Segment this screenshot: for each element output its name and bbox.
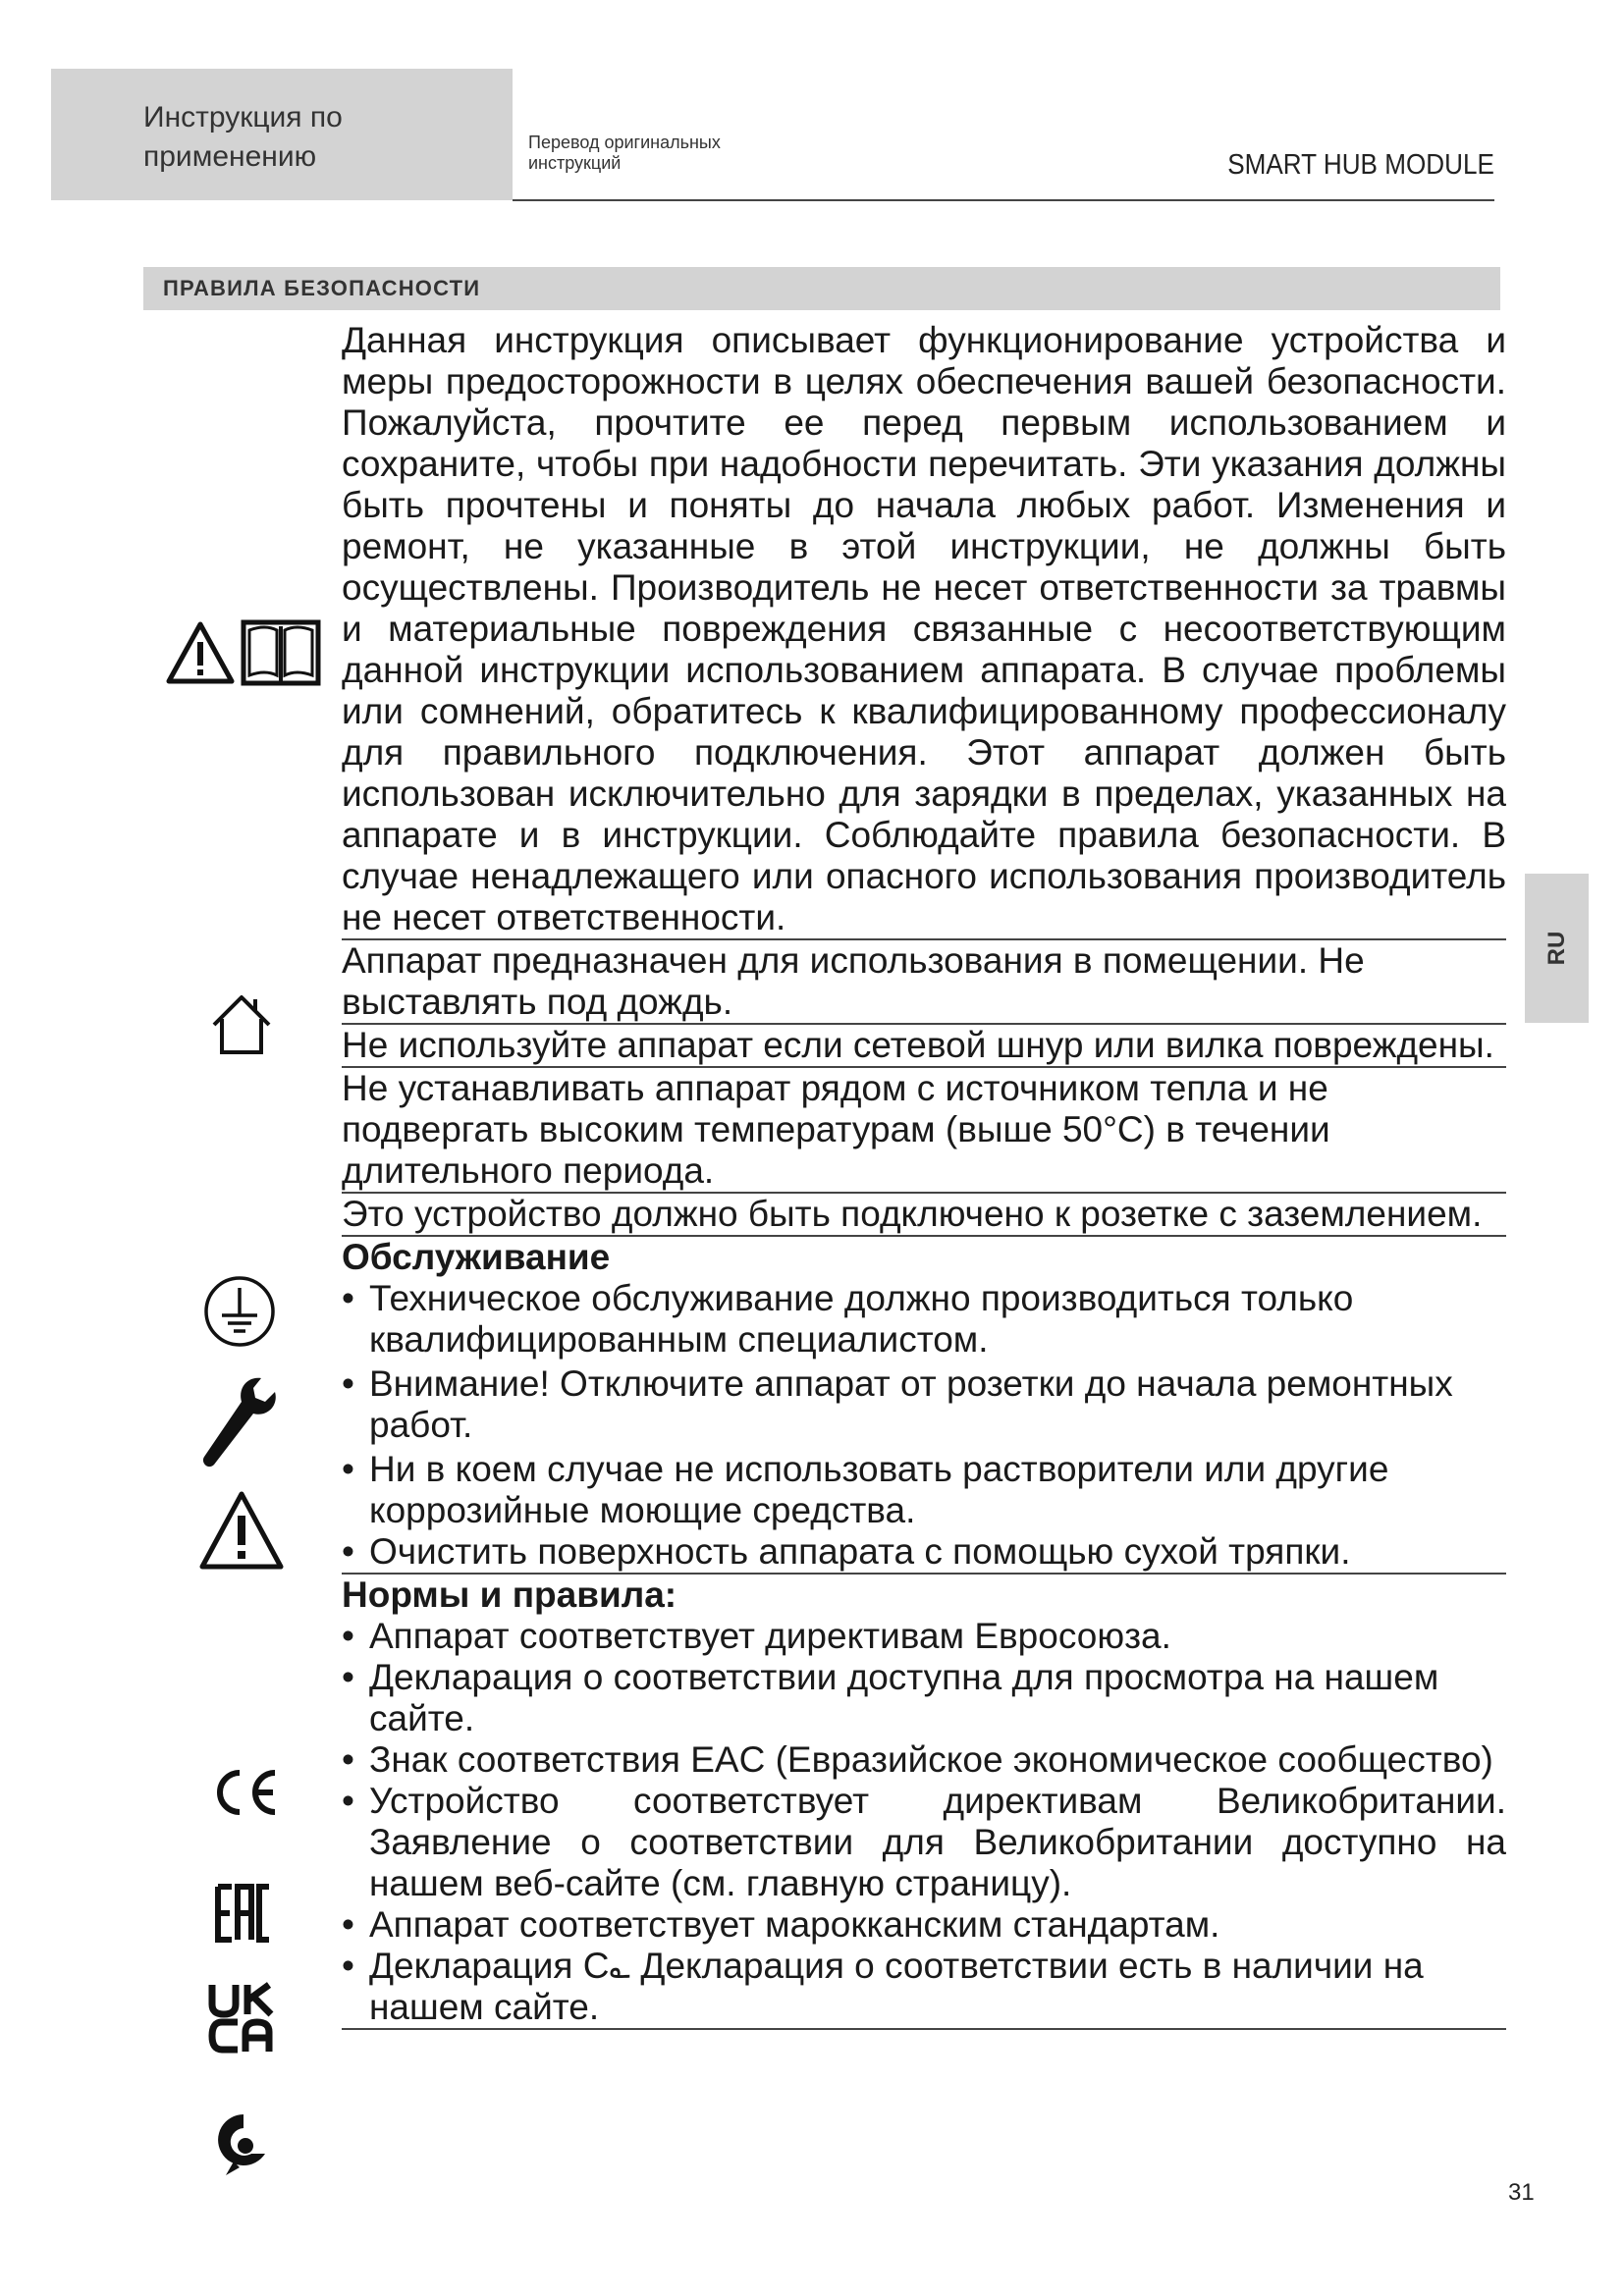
manual-book-icon bbox=[240, 618, 322, 687]
list-item-text: Аппарат соответствует директивам Евросоюза. bbox=[369, 1616, 1171, 1656]
intro-block bbox=[342, 320, 1506, 940]
ground-text: Это устройство должно быть подключено к розетке с заземлением. bbox=[342, 1194, 1483, 1234]
list-item-text: Ни в коем случае не использовать растворители или другие коррозийные моющие средства. bbox=[369, 1449, 1389, 1530]
cord-block bbox=[342, 1025, 1506, 1068]
list-item: • Декларация о соответствии доступна для просмотра на нашем сайте. bbox=[342, 1657, 1506, 1739]
list-item-text: Внимание! Отключите аппарат от розетки до начала ремонтных работ. bbox=[369, 1363, 1453, 1445]
ground-block bbox=[342, 1194, 1506, 1237]
wrench-icon bbox=[196, 1374, 281, 1472]
list-item-text: Аппарат соответствует марокканским стандартам. bbox=[369, 1904, 1220, 1945]
language-tab-label: RU bbox=[1543, 931, 1570, 966]
list-item: • Внимание! Отключите аппарат от розетки до начала ремонтных работ. bbox=[342, 1363, 1506, 1446]
list-item: • Ни в коем случае не использовать растворители или другие коррозийные моющие средства. bbox=[342, 1449, 1506, 1531]
house-icon bbox=[206, 991, 277, 1056]
product-name: SMART HUB MODULE bbox=[1227, 149, 1494, 181]
intro-text: Данная инструкция описывает функционирование устройства и меры предосторожности в целях обеспечения вашей безопасности. Пожалуйста, прочтите ее перед первым использованием и сохраните, чтобы при надобности перечитать. Эти указания должны быть прочтены и поняты до начала любых работ. Изменения и ремонт, не указанные в этой инструкции, не должны быть осуществлены. Производитель не несет ответственности за травмы и материальные повреждения связанные с несоответствующим данной инструкции использованием аппарата. В случае проблемы или сомнений, обратитесь к квалифицированному профессионалу для правильного подключения. Этот аппарат должен быть использован исключительно для зарядки в пределах, указанных на аппарате и в инструкции. Соблюдайте правила безопасности. В случае ненадлежащего или опасного использования производитель не несет ответственности. bbox=[342, 320, 1506, 937]
norms-title: Нормы и правила: bbox=[342, 1575, 677, 1615]
list-item: • Техническое обслуживание должно производиться только квалифицированным специалистом. bbox=[342, 1278, 1506, 1361]
maintenance-title: Обслуживание bbox=[342, 1237, 611, 1277]
cmim-mark-icon bbox=[214, 2110, 271, 2177]
list-item-text: Декларация C؎ Декларация о соответствии есть в наличии на нашем сайте. bbox=[369, 1946, 1424, 2027]
ukca-mark-icon bbox=[206, 1981, 277, 2056]
list-item: • Аппарат соответствует марокканским стандартам. bbox=[342, 1904, 1506, 1946]
list-item-text: Знак соответствия EAC (Евразийское экономическое сообщество) bbox=[369, 1739, 1493, 1780]
safety-content bbox=[342, 320, 1506, 2030]
list-item: • Знак соответствия EAC (Евразийское экономическое сообщество) bbox=[342, 1739, 1506, 1781]
warning-icon-2 bbox=[198, 1490, 285, 1571]
list-item: • Аппарат соответствует директивам Евросоюза. bbox=[342, 1616, 1506, 1657]
heat-text: Не устанавливать аппарат рядом с источником тепла и не подвергать высоким температурам (выше 50°C) в течении длительного периода. bbox=[342, 1068, 1330, 1191]
list-item-text: Очистить поверхность аппарата с помощью сухой тряпки. bbox=[369, 1531, 1351, 1572]
list-item-text: Устройство соответствует директивам Великобритании. Заявление о соответствии для Великобритании доступно на нашем веб-сайте (см. главную страницу). bbox=[369, 1781, 1506, 1903]
list-item: • Устройство соответствует директивам Великобритании. Заявление о соответствии для Великобритании доступно на нашем веб-сайте (см. главную страницу). bbox=[342, 1781, 1506, 1903]
protective-earth-icon bbox=[202, 1274, 277, 1349]
heat-block bbox=[342, 1068, 1506, 1194]
list-item: • Очистить поверхность аппарата с помощью сухой тряпки. bbox=[342, 1531, 1506, 1573]
section-title: ПРАВИЛА БЕЗОПАСНОСТИ bbox=[163, 276, 481, 300]
language-tab bbox=[1525, 874, 1589, 1023]
indoor-block bbox=[342, 940, 1506, 1025]
list-item: • Декларация C؎ Декларация о соответствии есть в наличии на нашем сайте. bbox=[342, 1946, 1506, 2028]
page-number: 31 bbox=[1508, 2179, 1535, 2206]
maintenance-block bbox=[342, 1237, 1506, 1575]
list-item-text: Декларация о соответствии доступна для просмотра на нашем сайте. bbox=[369, 1657, 1439, 1738]
warning-icon bbox=[165, 620, 236, 685]
norms-block bbox=[342, 1575, 1506, 2030]
indoor-text: Аппарат предназначен для использования в помещении. Не выставлять под дождь. bbox=[342, 940, 1365, 1022]
header-rule bbox=[513, 199, 1494, 201]
list-item-text: Техническое обслуживание должно производиться только квалифицированным специалистом. bbox=[369, 1278, 1354, 1360]
header-subtitle: Перевод оригинальных инструкций bbox=[528, 133, 721, 173]
ce-mark-icon bbox=[208, 1767, 281, 1818]
header-title: Инструкция по применению bbox=[143, 101, 343, 173]
cord-text: Не используйте аппарат если сетевой шнур или вилка повреждены. bbox=[342, 1025, 1494, 1065]
eac-mark-icon bbox=[214, 1883, 273, 1944]
